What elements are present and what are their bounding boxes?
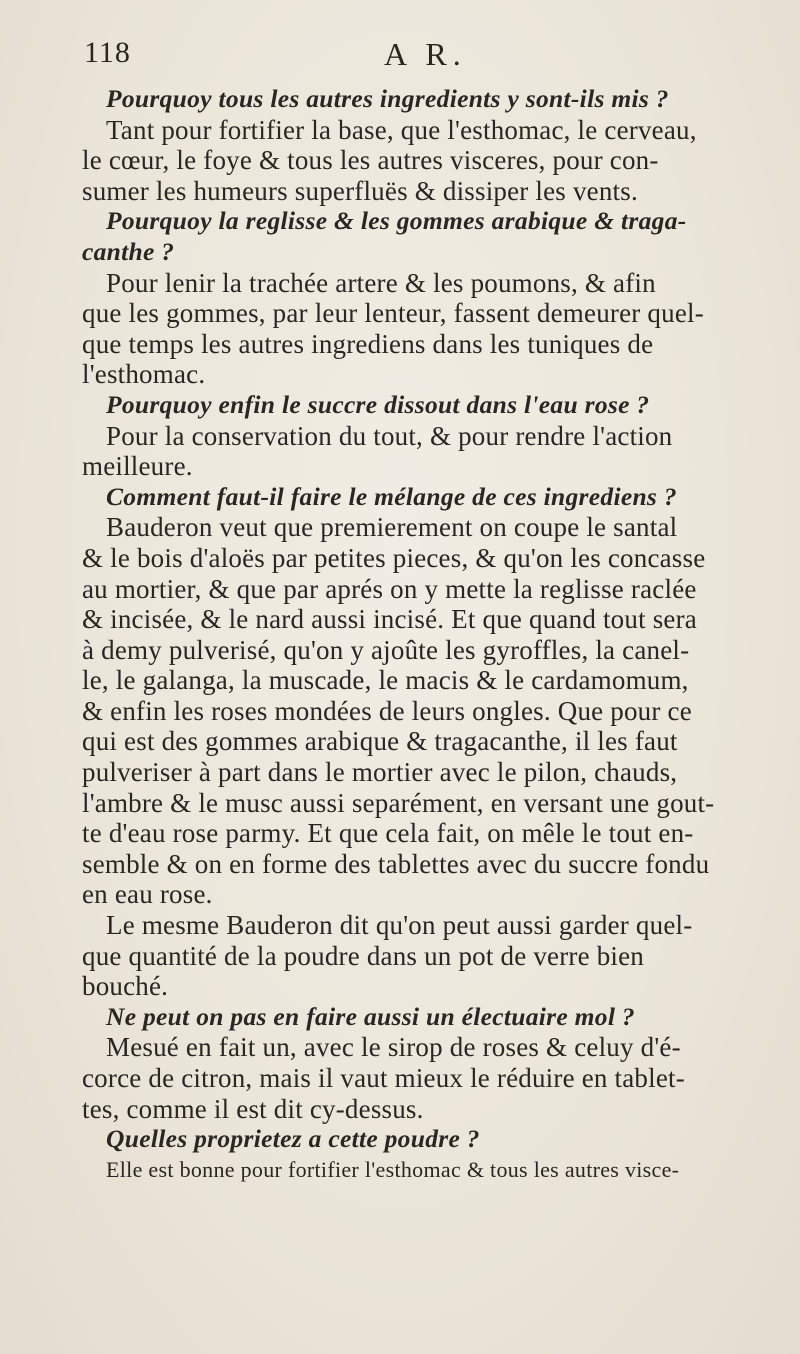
body-text [82, 84, 786, 1185]
text-line: Pour la conservation du tout, & pour rendre l'action [106, 420, 673, 451]
text-line: en eau rose. [82, 879, 213, 910]
text-line: Mesué en fait un, avec le sirop de roses & celuy d'é- [106, 1032, 681, 1063]
text-line: que temps les autres ingrediens dans les tuniques de [82, 328, 654, 359]
text-line: Pour lenir la trachée artere & les poumons, & afin [106, 267, 656, 298]
text-line: l'esthomac. [82, 359, 206, 390]
question-line: Pourquoy enfin le succre dissout dans l'eau rose ? [106, 389, 650, 419]
text-line: Elle est bonne pour fortifier l'esthomac & tous les autres visce- [106, 1156, 680, 1182]
question-line: Ne peut on pas en faire aussi un électuaire mol ? [106, 1001, 635, 1031]
text-line: corce de citron, mais il vaut mieux le réduire en tablet- [82, 1063, 685, 1093]
text-line: & le bois d'aloës par petites pieces, & qu'on les concasse [82, 542, 706, 573]
text-line: pulveriser à part dans le mortier avec le pilon, chauds, [82, 757, 678, 788]
text-line: sumer les humeurs superfluës & dissiper les vents. [82, 175, 638, 206]
text-line: & enfin les roses mondées de leurs ongles. Que pour ce [82, 695, 692, 726]
text-line: à demy pulverisé, qu'on y ajoûte les gyroffles, la canel- [82, 634, 690, 665]
question-line: Pourquoy tous les autres ingredients y sont-ils mis ? [106, 84, 669, 113]
running-head [84, 36, 774, 76]
text-line: bouché. [82, 971, 169, 1002]
text-line: que quantité de la poudre dans un pot de verre bien [82, 940, 645, 971]
text-line: Bauderon veut que premierement on coupe le santal [106, 512, 678, 543]
text-line: que les gommes, par leur lenteur, fassent demeurer quel- [82, 298, 704, 329]
page-number: 118 [84, 36, 131, 69]
question-line: Quelles proprietez a cette poudre ? [106, 1124, 480, 1154]
text-line: l'ambre & le musc aussi separément, en versant une gout- [82, 787, 715, 818]
question-line: Comment faut-il faire le mélange de ces ingrediens ? [106, 481, 677, 511]
question-line: canthe ? [82, 236, 175, 266]
text-line: le cœur, le foye & tous les autres visceres, pour con- [82, 145, 659, 176]
question-line: Pourquoy la reglisse & les gommes arabique & traga- [106, 206, 687, 236]
text-line: te d'eau rose parmy. Et que cela fait, on mêle le tout en- [82, 818, 694, 849]
text-line: tes, comme il est dit cy-dessus. [82, 1093, 424, 1124]
text-line: meilleure. [82, 451, 193, 482]
running-title: A R. [384, 36, 467, 72]
text-line: semble & on en forme des tablettes avec du succre fondu [82, 848, 710, 879]
text-line: au mortier, & que par aprés on y mette la reglisse raclée [82, 573, 697, 604]
text-line: le, le galanga, la muscade, le macis & le cardamomum, [82, 665, 689, 696]
text-line: Tant pour fortifier la base, que l'esthomac, le cerveau, [106, 114, 697, 145]
text-line: Le mesme Bauderon dit qu'on peut aussi garder quel- [106, 910, 693, 941]
text-line: & incisée, & le nard aussi incisé. Et que quand tout sera [82, 604, 697, 635]
text-line: qui est des gommes arabique & tragacanthe, il les faut [82, 726, 678, 757]
